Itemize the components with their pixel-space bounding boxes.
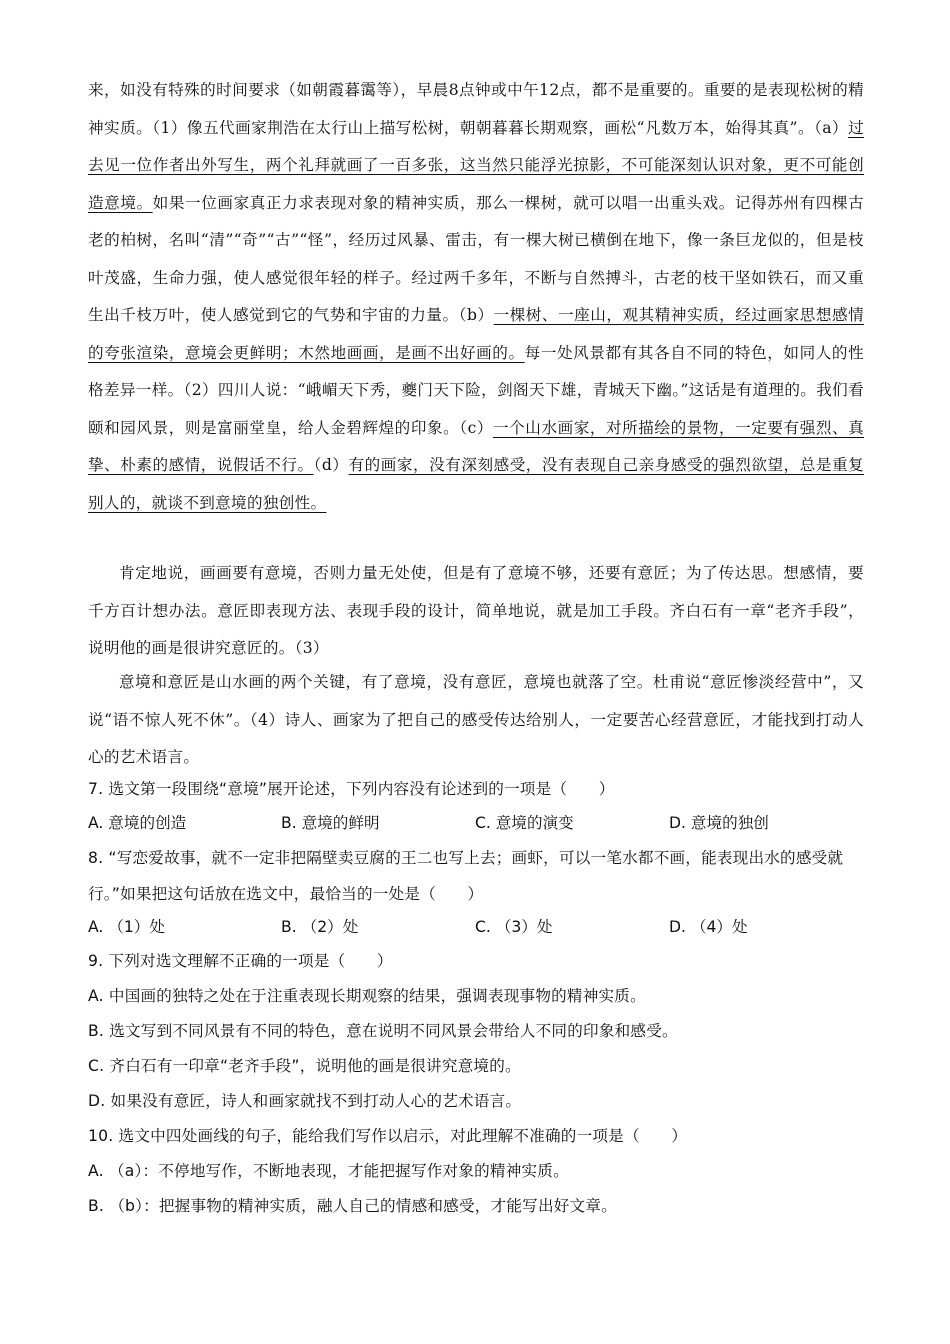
- question-9-option-b: B. 选文写到不同风景有不同的特色，意在说明不同风景会带给人不同的印象和感受。: [88, 1022, 678, 1040]
- question-7-option-d: D. 意境的独创: [669, 814, 769, 832]
- question-8-options: [88, 910, 868, 945]
- question-9-option-d: D. 如果没有意匠，诗人和画家就找不到打动人心的艺术语言。: [88, 1092, 522, 1110]
- underlined-sentence-d: 有的画家，没有深刻感受，没有表现自己亲身感受的强烈欲望，总是重复别人的，就谈不到意境的独创性。: [88, 456, 864, 512]
- passage-text: 每一处风景都有其各自不同的特色，如同人的性格差异一样。（2）四川人说：“峨嵋天下秀，夔门天下险，剑阁天下雄，青城天下幽。”这话是有道理的。我们看颐和园风景，则是富丽堂皇，给人金碧辉煌的印象。（c）: [88, 343, 864, 437]
- question-8-option-c: C. （3）处: [475, 918, 553, 936]
- question-7-option-b: B. 意境的鲜明: [281, 814, 380, 832]
- question-10-option-b: B. （b）：把握事物的精神实质，融人自己的情感和感受，才能写出好文章。: [88, 1197, 617, 1215]
- question-9-option-c: C. 齐白石有一印章“老齐手段”，说明他的画是很讲究意境的。: [88, 1057, 521, 1075]
- underlined-sentence-c: 一个山水画家，对所描绘的景物，一定要有强烈、真挚、朴素的感情，说假话不行。: [88, 418, 865, 474]
- passage-paragraph-1: [88, 72, 864, 522]
- question-7-stem: 7. 选文第一段围绕“意境”展开论述，下列内容没有论述到的一项是（ ）: [88, 780, 615, 798]
- underlined-sentence-b: 一棵树、一座山，观其精神实质，经过画家思想感情的夸张渲染，意境会更鲜明；木然地画画，是画不出好画的。: [88, 306, 864, 362]
- question-8-option-b: B. （2）处: [281, 918, 359, 936]
- underlined-sentence-a: 过去见一位作者出外写生，两个礼拜就画了一百多张，这当然只能浮光掠影，不可能深刻认识对象，更不可能创造意境。: [88, 118, 864, 212]
- question-8-stem: 8. “写恋爱故事，就不一定非把隔壁卖豆腐的王二也写上去；画虾，可以一笔水都不画，能表现出水的感受就行。”如果把这句话放在选文中，最恰当的一处是（ ）: [88, 849, 844, 903]
- question-8-option-d: D. （4）处: [669, 918, 748, 936]
- question-10-stem: 10. 选文中四处画线的句子，能给我们写作以启示，对此理解不准确的一项是（ ）: [88, 1127, 688, 1145]
- question-7-options: [88, 806, 868, 841]
- passage-text: 来，如没有特殊的时间要求（如朝霞暮霭等），早晨8点钟或中午12点，都不是重要的。重要的是表现松树的精神实质。（1）像五代画家荆浩在太行山上描写松树，朝朝暮暮长期观察，画松“凡数万本，始得其真”。（a）: [88, 81, 864, 137]
- question-7-option-a: A. 意境的创造: [88, 814, 187, 832]
- passage-text: 如果一位画家真正力求表现对象的精神实质，那么一棵树，就可以唱一出重头戏。记得苏州有四棵古老的柏树，名叫“清”“奇”“古”“怪”，经历过风暴、雷击，有一棵大树已横倒在地下，像一条巨龙似的，但是枝叶茂盛，生命力强，使人感觉很年轻的样子。经过两千多年，不断与自然搏斗，古老的枝干坚如铁石，而又重生出千枝万叶，使人感觉到它的气势和宇宙的力量。（b）: [88, 193, 865, 324]
- question-9-stem: 9. 下列对选文理解不正确的一项是（ ）: [88, 952, 393, 970]
- question-7-option-c: C. 意境的演变: [475, 814, 574, 832]
- question-8-option-a: A. （1）处: [88, 918, 166, 936]
- question-9-option-a: A. 中国画的独特之处在于注重表现长期观察的结果，强调表现事物的精神实质。: [88, 987, 646, 1005]
- passage-text: （d）: [313, 456, 349, 474]
- question-10-option-a: A. （a）：不停地写作，不断地表现，才能把握写作对象的精神实质。: [88, 1162, 569, 1180]
- passage-paragraph-3: 意境和意匠是山水画的两个关键，有了意境，没有意匠，意境也就落了空。杜甫说“意匠惨淡经营中”，又说“语不惊人死不休”。（4）诗人、画家为了把自己的感受传达给别人，一定要苦心经营意匠，才能找到打动人心的艺术语言。: [88, 673, 864, 766]
- passage-paragraph-2: 肯定地说，画画要有意境，否则力量无处使，但是有了意境不够，还要有意匠；为了传达思。想感情，要千方百计想办法。意匠即表现方法、表现手段的设计，简单地说，就是加工手段。齐白石有一章“老齐手段”，说明他的画是很讲究意匠的。（3）: [88, 564, 864, 657]
